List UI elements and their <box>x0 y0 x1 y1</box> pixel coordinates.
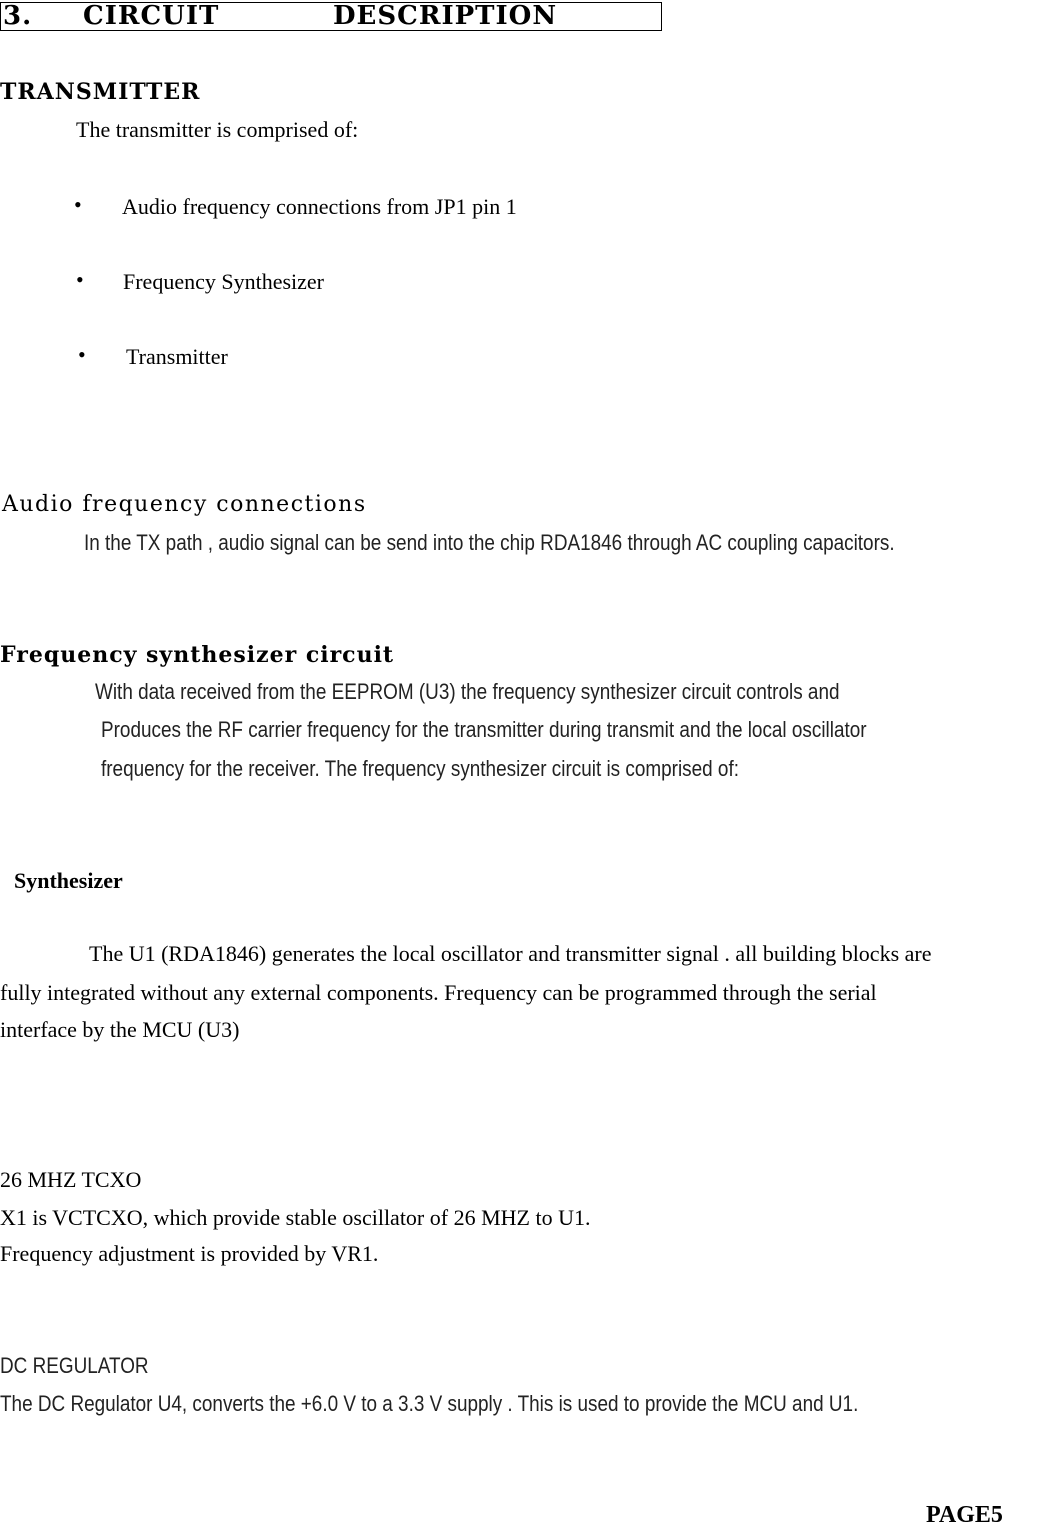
freq-synth-line-3: frequency for the receiver. The frequency synthesizer circuit is comprised of: <box>101 756 739 781</box>
synthesizer-line-1: The U1 (RDA1846) generates the local oscillator and transmitter signal . all building blocks are <box>89 941 932 966</box>
freq-synth-heading: Frequency synthesizer circuit <box>0 642 395 668</box>
freq-synth-line-1: With data received from the EEPROM (U3) the frequency synthesizer circuit controls and <box>95 679 840 704</box>
transmitter-bullet-2: Frequency Synthesizer <box>123 269 324 294</box>
transmitter-intro: The transmitter is comprised of: <box>76 117 359 142</box>
synthesizer-heading: Synthesizer <box>14 868 123 893</box>
section-number: 3. <box>3 1 33 31</box>
section-title-word1: CIRCUIT <box>83 1 220 31</box>
transmitter-bullet-1: Audio frequency connections from JP1 pin 1 <box>122 194 517 219</box>
bullet-icon: • <box>76 267 84 292</box>
dc-regulator-text: The DC Regulator U4, converts the +6.0 V to a 3.3 V supply . This is used to provide the MCU and U1. <box>0 1391 859 1416</box>
freq-synth-line-2: Produces the RF carrier frequency for the transmitter during transmit and the local oscillator <box>101 717 867 742</box>
audio-heading: Audio frequency connections <box>2 492 367 517</box>
section-title <box>0 2 662 31</box>
bullet-icon: • <box>78 342 86 367</box>
tcxo-line-2: Frequency adjustment is provided by VR1. <box>0 1241 379 1266</box>
synthesizer-line-3: interface by the MCU (U3) <box>0 1017 240 1042</box>
page-number: PAGE5 <box>926 1502 1003 1528</box>
transmitter-bullet-3: Transmitter <box>126 344 228 369</box>
tcxo-line-1: X1 is VCTCXO, which provide stable oscillator of 26 MHZ to U1. <box>0 1205 591 1230</box>
dc-regulator-heading: DC REGULATOR <box>0 1353 149 1378</box>
audio-text: In the TX path , audio signal can be send into the chip RDA1846 through AC coupling capacitors. <box>84 530 895 555</box>
transmitter-heading: TRANSMITTER <box>0 79 201 105</box>
section-title-word2: DESCRIPTION <box>333 1 558 31</box>
tcxo-heading: 26 MHZ TCXO <box>0 1167 142 1192</box>
bullet-icon: • <box>74 192 82 217</box>
synthesizer-line-2: fully integrated without any external components. Frequency can be programmed through the serial <box>0 980 877 1005</box>
